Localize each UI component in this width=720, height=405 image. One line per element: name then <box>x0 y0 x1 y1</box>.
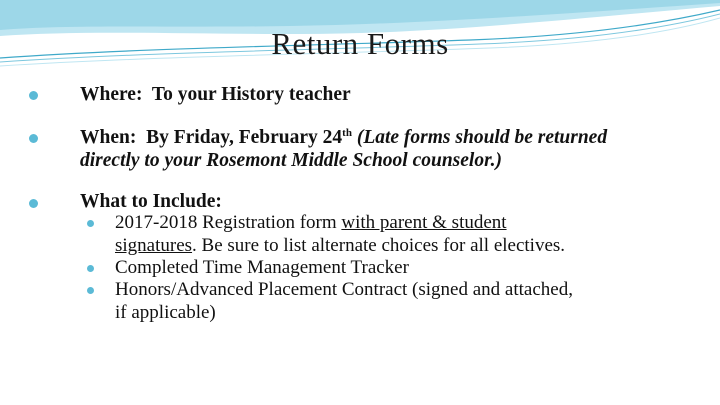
sub-bullet-icon <box>87 220 94 227</box>
when-date: By Friday, February 24 <box>146 127 343 148</box>
include-item-3-text-2: if applicable) <box>115 302 216 323</box>
bullet-icon <box>29 199 38 208</box>
sub-bullet-icon <box>87 265 94 272</box>
include-item-1-line2 <box>115 235 565 257</box>
bullet-icon <box>29 134 38 143</box>
include-item-2-line1 <box>115 257 409 279</box>
bullet-icon <box>29 91 38 100</box>
when-note-line1: (Late forms should be returned <box>356 127 608 148</box>
where-text: To your History teacher <box>151 84 351 105</box>
when-line-2 <box>80 150 502 172</box>
include-label: What to Include: <box>80 191 222 212</box>
when-date-suffix: th <box>342 127 352 139</box>
include-item-1-line1 <box>115 212 507 234</box>
include-item-3-line1 <box>115 279 573 301</box>
include-line <box>80 191 222 213</box>
include-item-2-text: Completed Time Management Tracker <box>115 257 409 278</box>
include-item-1-underlined: with parent & student <box>341 212 507 233</box>
include-item-3-line2 <box>115 302 216 324</box>
include-item-1-text: 2017-2018 Registration form <box>115 212 342 233</box>
when-line <box>80 127 607 149</box>
where-line <box>80 84 351 106</box>
where-label: Where: <box>80 84 143 105</box>
when-note-line2: directly to your Rosemont Middle School counselor.) <box>80 150 502 171</box>
sub-bullet-icon <box>87 287 94 294</box>
slide-title: Return Forms <box>271 26 449 61</box>
include-item-1-underlined-2: signatures <box>115 235 193 256</box>
include-item-3-text: Honors/Advanced Placement Contract (signed and attached, <box>115 279 573 300</box>
when-label: When: <box>80 127 137 148</box>
include-item-1-text-2: . Be sure to list alternate choices for all electives. <box>192 235 566 256</box>
